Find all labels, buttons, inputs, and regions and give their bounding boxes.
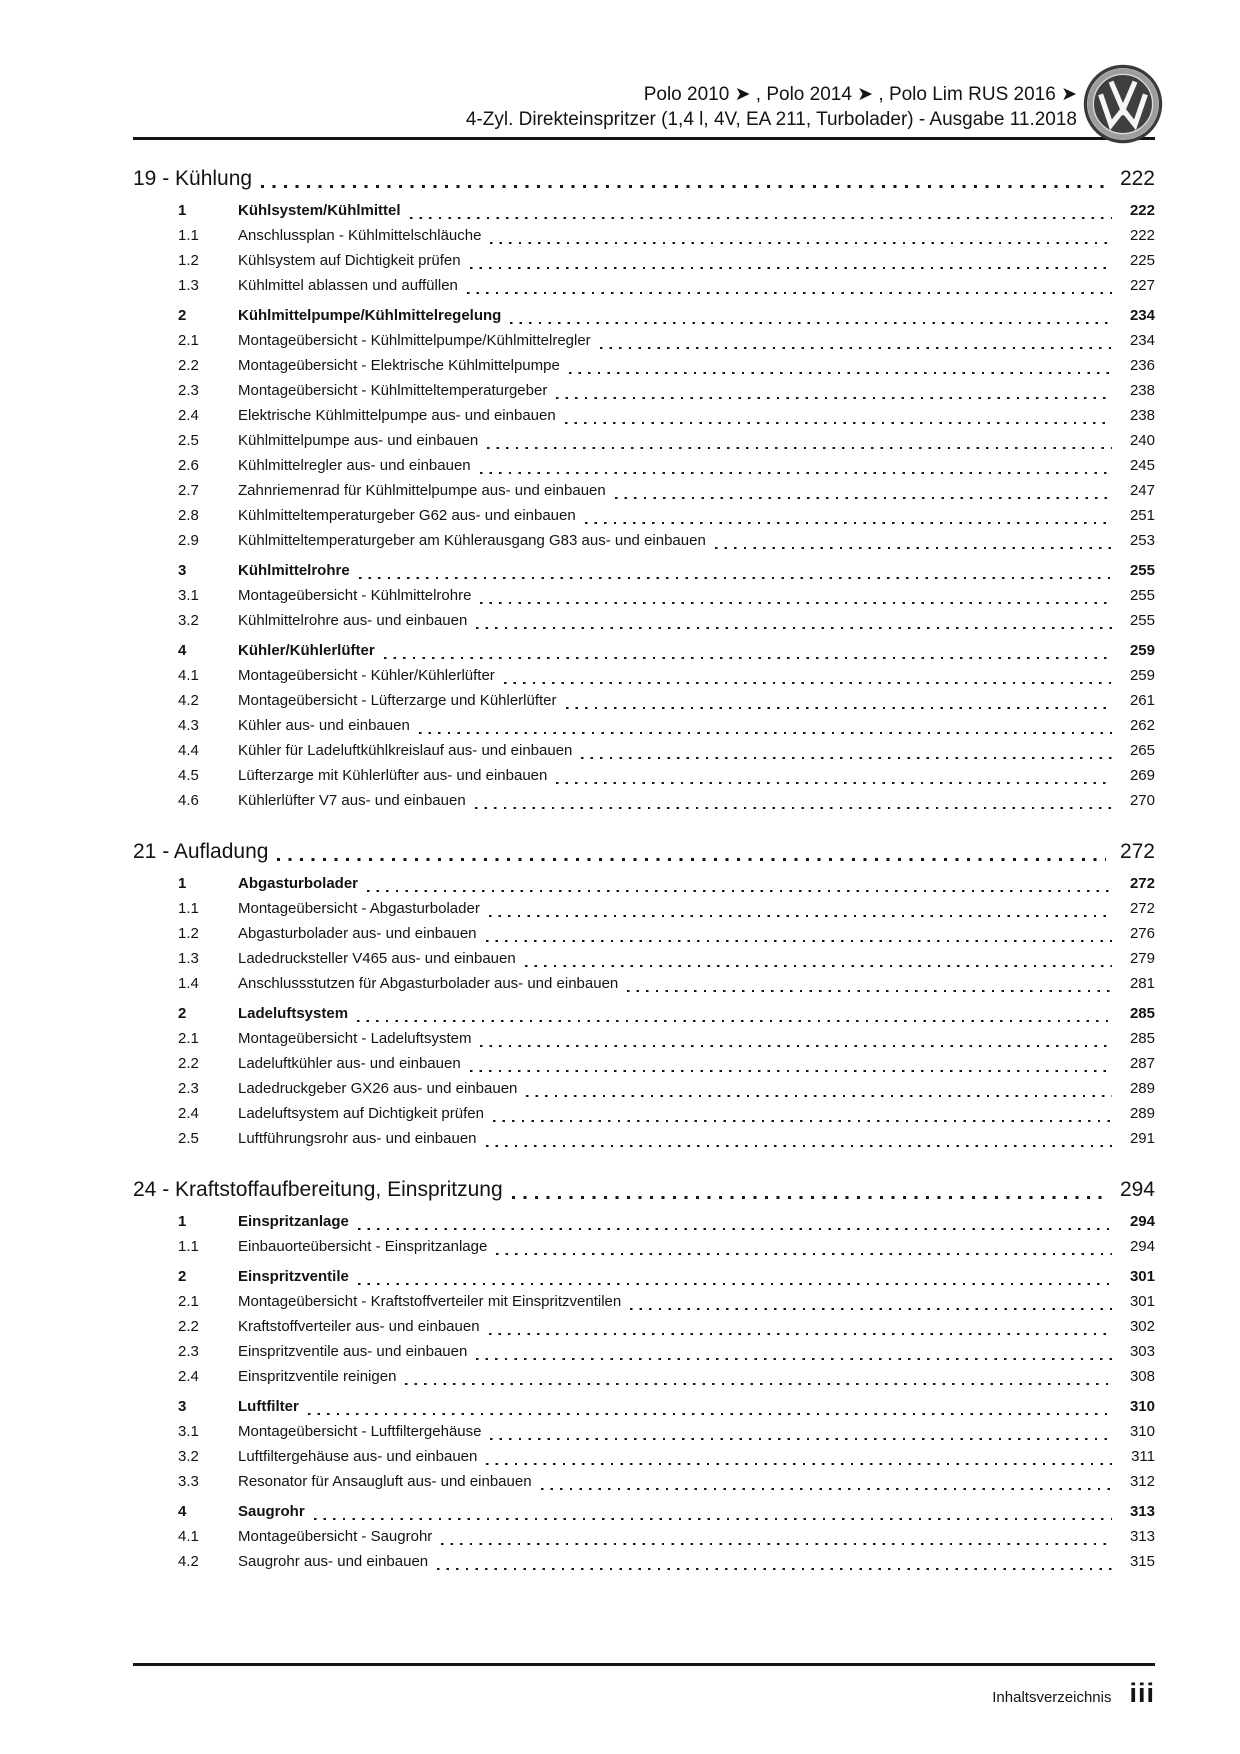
entry-number: 2.1 [178, 1293, 199, 1310]
entry-page-number: 238 [1129, 407, 1155, 424]
entry-number: 4.6 [178, 792, 199, 809]
entry-title: Montageübersicht - Abgasturbolader [238, 900, 480, 917]
entry-page-number: 310 [1129, 1423, 1155, 1440]
entry-title: Ladeluftsystem auf Dichtigkeit prüfen [238, 1105, 484, 1122]
toc-entry-row [133, 223, 1155, 248]
toc-entry-row [133, 478, 1155, 503]
entry-page-number: 265 [1129, 742, 1155, 759]
entry-title: Einspritzanlage [238, 1213, 349, 1230]
toc-entry-row [133, 1234, 1155, 1259]
entry-number: 3.1 [178, 587, 199, 604]
dot-leader [489, 915, 1112, 918]
entry-number: 3.2 [178, 612, 199, 629]
entry-title: Kühlmitteltemperaturgeber G62 aus- und einbauen [238, 507, 576, 524]
toc-entry-row [133, 403, 1155, 428]
dot-leader [526, 1095, 1112, 1098]
entry-title: Kühler aus- und einbauen [238, 717, 410, 734]
entry-page-number: 294 [1129, 1213, 1155, 1230]
footer-label: Inhaltsverzeichnis [992, 1689, 1112, 1706]
entry-title: Kraftstoffverteiler aus- und einbauen [238, 1318, 480, 1335]
chapter-page-number: 222 [1119, 167, 1155, 190]
dot-leader [493, 1120, 1112, 1123]
dot-leader [486, 1463, 1112, 1466]
dot-leader [541, 1488, 1112, 1491]
entry-title: Einspritzventile aus- und einbauen [238, 1343, 468, 1360]
entry-title: Anschlussstutzen für Abgasturbolader aus- und einbauen [238, 975, 619, 992]
footer-page-number: iii [1129, 1678, 1155, 1708]
entry-page-number: 311 [1131, 1448, 1155, 1465]
entry-number: 1 [178, 1213, 187, 1230]
entry-title: Saugrohr aus- und einbauen [238, 1553, 429, 1570]
entry-page-number: 240 [1129, 432, 1155, 449]
entry-number: 4.5 [178, 767, 199, 784]
dot-leader [367, 890, 1112, 893]
dot-leader [715, 547, 1112, 550]
entry-page-number: 222 [1129, 202, 1155, 219]
dot-leader [486, 940, 1112, 943]
entry-title: Montageübersicht - Kühlmitteltemperaturgeber [238, 382, 548, 399]
toc-entry-row [133, 528, 1155, 553]
entry-page-number: 236 [1129, 357, 1155, 374]
entry-page-number: 272 [1129, 875, 1155, 892]
entry-title: Montageübersicht - Lüfterzarge und Kühlerlüfter [238, 692, 557, 709]
entry-number: 4.3 [178, 717, 199, 734]
toc-entry-row [133, 1026, 1155, 1051]
entry-number: 2.4 [178, 1368, 199, 1385]
dot-leader [490, 242, 1112, 245]
entry-title: Montageübersicht - Kühlmittelpumpe/Kühlmittelregler [238, 332, 591, 349]
header-models-line: Polo 2010 ➤ , Polo 2014 ➤ , Polo Lim RUS 2016 ➤ [643, 84, 1077, 105]
toc-entry-row [133, 1339, 1155, 1364]
entry-page-number: 227 [1129, 277, 1155, 294]
entry-title: Ladedrucksteller V465 aus- und einbauen [238, 950, 516, 967]
entry-title: Einspritzventile [238, 1268, 349, 1285]
entry-number: 4.2 [178, 1553, 199, 1570]
entry-number: 4.2 [178, 692, 199, 709]
toc-entry-row [133, 971, 1155, 996]
entry-page-number: 259 [1129, 667, 1155, 684]
dot-leader [314, 1518, 1112, 1521]
toc-entry-row [133, 1394, 1155, 1419]
entry-title: Elektrische Kühlmittelpumpe aus- und einbauen [238, 407, 556, 424]
page-footer [133, 1663, 1155, 1709]
dot-leader [496, 1253, 1112, 1256]
entry-number: 2.1 [178, 332, 199, 349]
entry-number: 1.1 [178, 900, 199, 917]
entry-page-number: 234 [1129, 307, 1155, 324]
toc [133, 164, 1155, 1574]
toc-entry-row [133, 638, 1155, 663]
toc-entry-row [133, 1289, 1155, 1314]
dot-leader [489, 1333, 1112, 1336]
entry-number: 3.1 [178, 1423, 199, 1440]
entry-title: Montageübersicht - Elektrische Kühlmittelpumpe [238, 357, 560, 374]
entry-number: 1.2 [178, 925, 199, 942]
dot-leader [600, 347, 1112, 350]
entry-page-number: 253 [1129, 532, 1155, 549]
entry-page-number: 259 [1129, 642, 1155, 659]
toc-entry-row [133, 1524, 1155, 1549]
toc-chapter [133, 1175, 1155, 1574]
entry-title: Einbauorteübersicht - Einspritzanlage [238, 1238, 488, 1255]
dot-leader [441, 1543, 1112, 1546]
toc-entry-row [133, 921, 1155, 946]
entry-title: Montageübersicht - Luftfiltergehäuse [238, 1423, 482, 1440]
entry-page-number: 313 [1129, 1503, 1155, 1520]
toc-entry-row [133, 763, 1155, 788]
dot-leader [261, 185, 1106, 188]
entry-page-number: 303 [1129, 1343, 1155, 1360]
toc-entry-row [133, 1264, 1155, 1289]
entry-title: Lüfterzarge mit Kühlerlüfter aus- und einbauen [238, 767, 548, 784]
page-header [133, 0, 1155, 140]
entry-title: Ladeluftsystem [238, 1005, 349, 1022]
entry-title: Luftführungsrohr aus- und einbauen [238, 1130, 477, 1147]
dot-leader [470, 267, 1112, 270]
chapter-page-number: 294 [1119, 1178, 1155, 1201]
entry-title: Kühlsystem/Kühlmittel [238, 202, 401, 219]
entry-page-number: 255 [1129, 612, 1155, 629]
toc-entry-row [133, 273, 1155, 298]
toc-entry-row [133, 1001, 1155, 1026]
toc-entry-row [133, 1364, 1155, 1389]
entry-title: Saugrohr [238, 1503, 305, 1520]
entry-title: Kühlerlüfter V7 aus- und einbauen [238, 792, 466, 809]
entry-page-number: 287 [1129, 1055, 1155, 1072]
entry-number: 3.3 [178, 1473, 199, 1490]
toc-entry-row [133, 1419, 1155, 1444]
chapter-page-number: 272 [1119, 840, 1155, 863]
dot-leader [487, 447, 1112, 450]
entry-number: 2.2 [178, 1318, 199, 1335]
dot-leader [467, 292, 1112, 295]
dot-leader [480, 1045, 1112, 1048]
entry-page-number: 245 [1129, 457, 1155, 474]
entry-title: Luftfilter [238, 1398, 299, 1415]
toc-chapter-row [133, 164, 1155, 193]
dot-leader [556, 782, 1112, 785]
toc-entry-row [133, 583, 1155, 608]
entry-page-number: 262 [1129, 717, 1155, 734]
toc-entry-row [133, 1499, 1155, 1524]
dot-leader [510, 322, 1112, 325]
dot-leader [630, 1308, 1112, 1311]
entry-page-number: 289 [1129, 1105, 1155, 1122]
entry-title: Kühlmittelpumpe/Kühlmittelregelung [238, 307, 502, 324]
entry-title: Zahnriemenrad für Kühlmittelpumpe aus- und einbauen [238, 482, 606, 499]
entry-number: 3 [178, 562, 187, 579]
entry-page-number: 285 [1129, 1030, 1155, 1047]
entry-page-number: 272 [1129, 900, 1155, 917]
entry-page-number: 269 [1129, 767, 1155, 784]
toc-chapter-row [133, 1175, 1155, 1204]
entry-page-number: 302 [1129, 1318, 1155, 1335]
toc-chapter [133, 164, 1155, 813]
entry-page-number: 301 [1129, 1268, 1155, 1285]
dot-leader [627, 990, 1112, 993]
entry-number: 4.1 [178, 667, 199, 684]
entry-page-number: 294 [1129, 1238, 1155, 1255]
chapter-title: 24 - Kraftstoffaufbereitung, Einspritzung [133, 1178, 503, 1201]
entry-title: Kühlsystem auf Dichtigkeit prüfen [238, 252, 461, 269]
dot-leader [405, 1383, 1112, 1386]
toc-entry-row [133, 1126, 1155, 1151]
entry-page-number: 255 [1129, 587, 1155, 604]
entry-page-number: 225 [1129, 252, 1155, 269]
toc-entry-row [133, 946, 1155, 971]
entry-page-number: 261 [1129, 692, 1155, 709]
entry-page-number: 289 [1129, 1080, 1155, 1097]
header-rule [133, 137, 1155, 140]
dot-leader [470, 1070, 1112, 1073]
toc-entry-row [133, 713, 1155, 738]
toc-entry-row [133, 1076, 1155, 1101]
entry-number: 1.3 [178, 950, 199, 967]
entry-number: 4.4 [178, 742, 199, 759]
entry-page-number: 251 [1129, 507, 1155, 524]
dot-leader [419, 732, 1112, 735]
entry-title: Kühlmittel ablassen und auffüllen [238, 277, 458, 294]
dot-leader [277, 858, 1106, 861]
toc-entry-row [133, 738, 1155, 763]
toc-entry-row [133, 248, 1155, 273]
entry-title: Ladeluftkühler aus- und einbauen [238, 1055, 461, 1072]
dot-leader [480, 472, 1112, 475]
toc-chapter-row [133, 837, 1155, 866]
toc-entry-row [133, 1314, 1155, 1339]
dot-leader [410, 217, 1112, 220]
entry-number: 2.3 [178, 382, 199, 399]
entry-number: 2.5 [178, 432, 199, 449]
entry-title: Kühlmitteltemperaturgeber am Kühlerausgang G83 aus- und einbauen [238, 532, 706, 549]
dot-leader [512, 1196, 1106, 1199]
dot-leader [480, 602, 1112, 605]
entry-title: Kühler für Ladeluftkühlkreislauf aus- und einbauen [238, 742, 573, 759]
toc-entry-row [133, 1549, 1155, 1574]
dot-leader [569, 372, 1112, 375]
entry-title: Luftfiltergehäuse aus- und einbauen [238, 1448, 478, 1465]
dot-leader [556, 397, 1112, 400]
toc-entry-row [133, 871, 1155, 896]
entry-number: 3 [178, 1398, 187, 1415]
toc-entry-row [133, 1469, 1155, 1494]
dot-leader [565, 422, 1112, 425]
entry-title: Abgasturbolader aus- und einbauen [238, 925, 477, 942]
entry-number: 1.1 [178, 227, 199, 244]
toc-entry-row [133, 198, 1155, 223]
entry-number: 2.5 [178, 1130, 199, 1147]
dot-leader [308, 1413, 1112, 1416]
dot-leader [585, 522, 1112, 525]
entry-number: 2.7 [178, 482, 199, 499]
entry-page-number: 234 [1129, 332, 1155, 349]
entry-number: 2 [178, 1268, 187, 1285]
entry-number: 4.1 [178, 1528, 199, 1545]
toc-entry-row [133, 503, 1155, 528]
entry-page-number: 270 [1129, 792, 1155, 809]
toc-entry-row [133, 1051, 1155, 1076]
entry-page-number: 279 [1129, 950, 1155, 967]
entry-page-number: 281 [1129, 975, 1155, 992]
entry-number: 4 [178, 642, 187, 659]
toc-entry-row [133, 1209, 1155, 1234]
entry-title: Resonator für Ansaugluft aus- und einbauen [238, 1473, 532, 1490]
entry-page-number: 313 [1129, 1528, 1155, 1545]
entry-title: Montageübersicht - Saugrohr [238, 1528, 433, 1545]
dot-leader [359, 577, 1112, 580]
dot-leader [357, 1020, 1112, 1023]
toc-entry-row [133, 1444, 1155, 1469]
dot-leader [504, 682, 1112, 685]
toc-entry-row [133, 353, 1155, 378]
entry-title: Montageübersicht - Kühlmittelrohre [238, 587, 472, 604]
entry-title: Kühlmittelpumpe aus- und einbauen [238, 432, 479, 449]
dot-leader [490, 1438, 1112, 1441]
entry-number: 2.6 [178, 457, 199, 474]
toc-entry-row [133, 688, 1155, 713]
toc-entry-row [133, 428, 1155, 453]
toc-entry-row [133, 788, 1155, 813]
toc-entry-row [133, 453, 1155, 478]
dot-leader [437, 1568, 1112, 1571]
entry-number: 2.2 [178, 1055, 199, 1072]
entry-title: Montageübersicht - Ladeluftsystem [238, 1030, 472, 1047]
entry-page-number: 291 [1129, 1130, 1155, 1147]
entry-number: 2 [178, 307, 187, 324]
toc-entry-row [133, 378, 1155, 403]
chapter-title: 19 - Kühlung [133, 167, 253, 190]
entry-page-number: 315 [1129, 1553, 1155, 1570]
toc-entry-row [133, 303, 1155, 328]
dot-leader [581, 757, 1112, 760]
entry-page-number: 301 [1129, 1293, 1155, 1310]
entry-title: Ladedruckgeber GX26 aus- und einbauen [238, 1080, 518, 1097]
entry-page-number: 276 [1129, 925, 1155, 942]
dot-leader [566, 707, 1112, 710]
dot-leader [358, 1228, 1112, 1231]
entry-page-number: 310 [1129, 1398, 1155, 1415]
entry-number: 2.4 [178, 1105, 199, 1122]
entry-page-number: 222 [1129, 227, 1155, 244]
toc-entry-row [133, 558, 1155, 583]
toc-entry-row [133, 328, 1155, 353]
toc-entry-row [133, 1101, 1155, 1126]
entry-title: Abgasturbolader [238, 875, 359, 892]
entry-title: Montageübersicht - Kraftstoffverteiler mit Einspritzventilen [238, 1293, 622, 1310]
entry-title: Anschlussplan - Kühlmittelschläuche [238, 227, 482, 244]
entry-page-number: 238 [1129, 382, 1155, 399]
entry-page-number: 255 [1129, 562, 1155, 579]
entry-number: 2 [178, 1005, 187, 1022]
dot-leader [384, 657, 1112, 660]
entry-number: 2.3 [178, 1343, 199, 1360]
entry-title: Montageübersicht - Kühler/Kühlerlüfter [238, 667, 495, 684]
entry-number: 1 [178, 202, 187, 219]
entry-page-number: 285 [1129, 1005, 1155, 1022]
entry-title: Kühlmittelregler aus- und einbauen [238, 457, 471, 474]
entry-title: Kühler/Kühlerlüfter [238, 642, 375, 659]
entry-number: 2.4 [178, 407, 199, 424]
dot-leader [475, 807, 1112, 810]
entry-number: 2.2 [178, 357, 199, 374]
entry-number: 3.2 [178, 1448, 199, 1465]
entry-number: 1.4 [178, 975, 199, 992]
toc-entry-row [133, 896, 1155, 921]
entry-number: 2.3 [178, 1080, 199, 1097]
dot-leader [476, 1358, 1112, 1361]
dot-leader [476, 627, 1112, 630]
entry-title: Kühlmittelrohre aus- und einbauen [238, 612, 468, 629]
entry-title: Einspritzventile reinigen [238, 1368, 397, 1385]
entry-page-number: 312 [1129, 1473, 1155, 1490]
dot-leader [615, 497, 1112, 500]
chapter-title: 21 - Aufladung [133, 840, 269, 863]
entry-number: 1 [178, 875, 187, 892]
header-engine-line: 4-Zyl. Direkteinspritzer (1,4 l, 4V, EA 211, Turbolader) - Ausgabe 11.2018 [465, 109, 1077, 130]
toc-entry-row [133, 608, 1155, 633]
toc-entry-row [133, 663, 1155, 688]
entry-title: Kühlmittelrohre [238, 562, 350, 579]
dot-leader [486, 1145, 1112, 1148]
entry-number: 4 [178, 1503, 187, 1520]
entry-number: 2.9 [178, 532, 199, 549]
entry-number: 1.1 [178, 1238, 199, 1255]
vw-logo-icon [1083, 64, 1163, 144]
dot-leader [358, 1283, 1112, 1286]
dot-leader [525, 965, 1112, 968]
entry-number: 1.2 [178, 252, 199, 269]
entry-page-number: 308 [1129, 1368, 1155, 1385]
entry-page-number: 247 [1129, 482, 1155, 499]
entry-number: 2.8 [178, 507, 199, 524]
entry-number: 1.3 [178, 277, 199, 294]
toc-chapter [133, 837, 1155, 1151]
entry-number: 2.1 [178, 1030, 199, 1047]
